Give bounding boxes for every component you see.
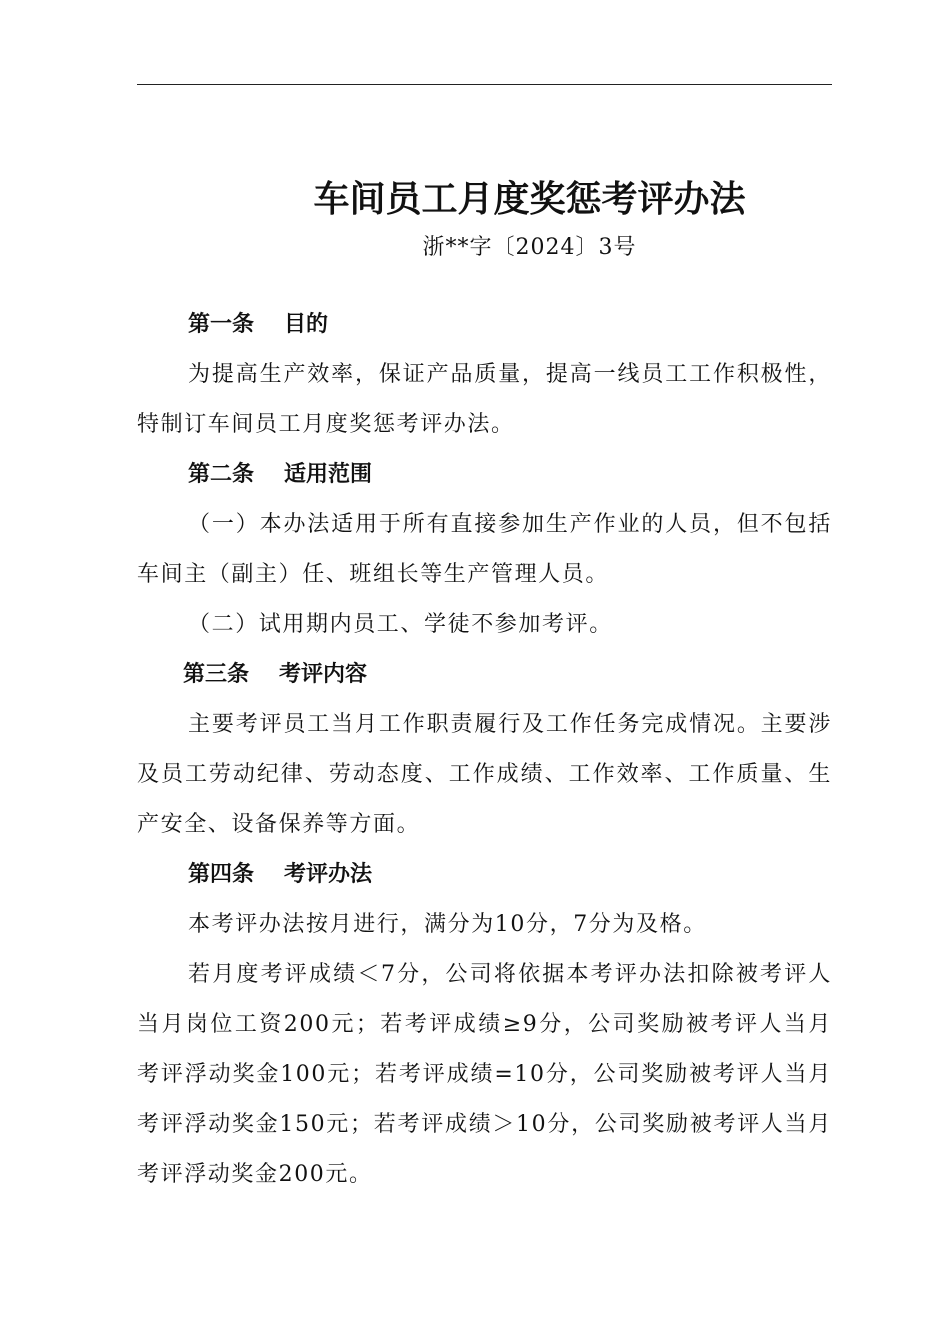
paragraph: 主要考评员工当月工作职责履行及工作任务完成情况。主要涉及员工劳动纪律、劳动态度、工作成绩、工作效率、工作质量、生产安全、设备保养等方面。 [137,712,832,837]
document-body [137,300,832,1200]
section-heading-2 [137,450,832,500]
paragraph: （二）试用期内员工、学徒不参加考评。 [188,612,613,637]
section-number: 第二条 [188,462,255,487]
header-rule [137,84,832,85]
document-title: 车间员工月度奖惩考评办法 [313,179,746,220]
section-number: 第四条 [188,862,255,887]
document-number: 浙**字〔2024〕3号 [422,235,637,260]
section-title: 适用范围 [284,462,373,487]
section-number: 第一条 [188,312,255,337]
section-number: 第三条 [183,662,250,687]
paragraph: 本考评办法按月进行，满分为10分，7分为及格。 [188,912,707,937]
paragraph: 若月度考评成绩＜7分，公司将依据本考评办法扣除被考评人当月岗位工资200元；若考评成绩≥9分，公司奖励被考评人当月考评浮动奖金100元；若考评成绩=10分，公司奖励被考评人当月考评浮动奖金150元；若考评成绩＞10分，公司奖励被考评人当月考评浮动奖金200元。 [137,962,832,1187]
section-heading-3 [137,650,832,700]
paragraph: 为提高生产效率，保证产品质量，提高一线员工工作积极性，特制订车间员工月度奖惩考评办法。 [137,362,832,437]
paragraph: （一）本办法适用于所有直接参加生产作业的人员，但不包括车间主（副主）任、班组长等生产管理人员。 [137,512,832,587]
section-heading-1 [137,300,832,350]
section-title: 考评办法 [284,862,373,887]
section-title: 考评内容 [279,662,368,687]
section-heading-4 [137,850,832,900]
section-title: 目的 [284,312,329,337]
